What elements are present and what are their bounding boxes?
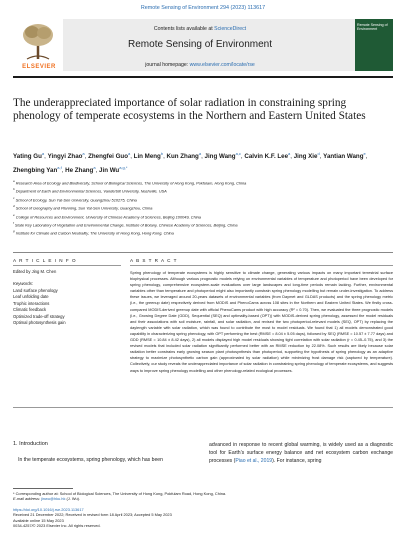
- abstract-rule: [130, 265, 393, 266]
- header-divider: [13, 76, 393, 78]
- author-name[interactable]: Calvin K.F. Lee: [244, 153, 289, 161]
- author-name[interactable]: Lin Meng: [133, 153, 161, 161]
- affiliation-marker: g: [13, 229, 15, 234]
- author-affiliation-marker[interactable]: a: [93, 165, 96, 171]
- keyword-item: Optimal photosynthesis gain: [13, 320, 66, 326]
- journal-citation[interactable]: Remote Sensing of Environment 294 (2023) 113617: [140, 5, 266, 11]
- author-affiliation-marker[interactable]: b: [160, 151, 164, 156]
- author-affiliation-marker[interactable]: a: [41, 151, 45, 156]
- affiliation-marker: b: [13, 187, 15, 192]
- corresponding-author-note: * Corresponding author at: School of Biological Sciences, The University of Hong Kong, Pokfulam Road, Hong Kong, China.: [13, 491, 227, 496]
- keyword-item: Climatic feedback: [13, 307, 47, 313]
- author-name[interactable]: Kun Zhang: [166, 153, 199, 161]
- affiliation-marker: a: [13, 179, 15, 183]
- author-name[interactable]: Zhengfei Guo: [88, 153, 128, 161]
- affiliation-text: School of Geography and Planning, Sun Yat-Sen University, Guangzhou, China: [14, 205, 153, 211]
- affiliation-item: [13, 186, 393, 194]
- author-name[interactable]: Jin Wu: [99, 167, 120, 175]
- journal-title[interactable]: Remote Sensing of Environment: [128, 39, 272, 50]
- doi-link[interactable]: https://doi.org/10.1016/j.rse.2023.113617: [13, 507, 84, 512]
- email-line: [13, 496, 393, 501]
- affiliation-item: [13, 220, 393, 228]
- email-link[interactable]: jinwu@hku.hk: [41, 496, 66, 502]
- author-name[interactable]: Jing Xie: [293, 153, 318, 161]
- author-affiliation-marker[interactable]: a,c: [235, 151, 241, 156]
- affiliation-marker: d: [13, 204, 15, 209]
- affiliation-text: School of Ecology, Sun Yat-Sen University, Guangzhou 510275, China: [14, 197, 137, 203]
- affiliation-text: Department of Earth and Environmental Sciences, Vanderbilt University, Nashville, USA: [14, 188, 167, 194]
- corresponding-footnote: [13, 491, 393, 502]
- contents-line: [75, 26, 325, 32]
- author-affiliation-marker[interactable]: a,f: [57, 165, 62, 171]
- introduction-right-text: advanced in response to recent global warming, is widely used as a diagnostic tool for Earth’s surface energy balance and net ecosystem carbon exchange processes (: [209, 442, 393, 464]
- article-info-rule: [13, 265, 121, 266]
- author-name[interactable]: Yating Gu: [13, 153, 42, 161]
- affiliation-divider: [13, 252, 393, 253]
- affiliation-text: College of Resources and Environment, University of Chinese Academy of Sciences, Beijing 100049, China: [14, 213, 201, 219]
- homepage-prefix: journal homepage:: [145, 62, 189, 68]
- author-list: Yating Gu$^a$, Yingyi Zhao$^a$, Zhengfei Guo$^a$, Lin Meng$^b$, Kun Zhang$^a$, Jing Wang$^{a,c}$, Calvin K.F. Lee$^a$, Jing Xie$^d$, Yantian Wang$^e$, Zhengbing Yan$^{a,f}$, He Zhang$^a$, Jin $Wu^{a,g,*}$: [13, 151, 368, 175]
- publication-history: [13, 507, 393, 529]
- affiliation-marker: e: [13, 212, 15, 217]
- copyright-line: 0034-4257/© 2023 Elsevier Inc. All rights reserved.: [13, 523, 101, 529]
- introduction-left-text: In the temperate ecosystems, spring phenology, which has been: [18, 457, 163, 463]
- keyword-item: Trophic interactions: [13, 300, 50, 306]
- edited-by: Edited by Jing M. Chen: [13, 269, 57, 274]
- affiliation-text: State Key Laboratory of Vegetation and Environmental Change, Institute of Botany, Chinese Academy of Sciences, Beijing, China: [13, 222, 238, 228]
- author-affiliation-marker[interactable]: a,g,*: [119, 165, 128, 171]
- email-label: E-mail address:: [13, 496, 41, 502]
- homepage-link[interactable]: www.elsevier.com/locate/rse: [189, 62, 255, 68]
- affiliation-list: [13, 178, 393, 237]
- keyword-item: Land surface phenology: [13, 288, 58, 293]
- email-suffix: (J. Wu).: [66, 496, 81, 502]
- cover-title: Remote Sensing of Environment: [357, 23, 388, 32]
- affiliation-text: Institute for Climate and Carbon Neutrality, The University of Hong Kong, Hong Kong, China: [14, 230, 174, 236]
- author-name[interactable]: Jing Wang: [204, 153, 236, 161]
- abstract-body: Spring phenology of temperate ecosystems is highly sensitive to climate change, generating various impacts on many important terrestrial surface biophysical processes. Although various prognostic models relying on environmental variables of temperature and photoperiod have been developed for spring phenology, comprehensive ecosystem-scale evaluations over large landscapes and long-time periods remain lacking. Further, environmental variables other than temperature and photoperiod might also importantly constrain spring phenology modelling but remain under-investigation. To address these issues, we leveraged around 20-years datasets of environmental variables (from Daymet and GLDAS products) and the spring phenology metric (i.e., the greenup date) respectively derived from MODIS and PhenoCams across 108 sites in the Northern and Eastern United States. We firstly cross-compared MODIS-derived greenup date with official PhenoCams product with high accuracy (R² = 0.70). Then, we evaluated the three prognostic models (i.e., Growing Degree Date (GDD), Sequential (SEQ) and optimality-based (OPT)) with MODIS-derived spring phenology, assessed the model residuals and their associations with soil moisture, rainfall, and solar radiation, and revised the two photoperiod-relevant models (SEQ, OPT) by replacing the daylength variable with solar radiation, which was found to contribute the most to model residuals. We found that 1) all models demonstrated good capability in characterizing spring phenology, with OPT performing the best (RMSE = 8.04 ± 5.05 days), followed by SEQ (RMSE = 10.57 ± 7.77 days) and GDD (RMSE = 10.84 ± 8.42 days), 2) all models displayed high model residuals showing tight correlation with solar radiation (r = 0.45–0.75), and 3) the revised models that included solar radiation significantly performed better with an RMSE reduction by 22.08%. Such results are likely because solar radiation better constrains early growing season plant photosynthesis than photoperiod, supporting the hypothesis of spring phenology as an adaptive strategy to maximize photosynthetic carbon gain (approximated by solar radiation) while minimizing frost damage risk (captured by temperature). Collectively, our study reveals the underappreciated importance of solar radiation in constraining spring phenology of temperate ecosystems, and suggests ways to improve spring phenology modelling and other phenology-related ecological processes.: [130, 271, 393, 373]
- keyword-item: Optimized trade-off strategy: [13, 313, 65, 319]
- elsevier-tree-icon: [13, 19, 63, 63]
- affiliation-item: [13, 228, 393, 236]
- keyword-list: [13, 288, 121, 326]
- article-info-heading: A R T I C L E I N F O: [13, 258, 77, 263]
- footnote-rule: [13, 488, 73, 489]
- introduction-right-tail: ). For instance, spring: [272, 458, 322, 464]
- affiliation-item: [13, 203, 393, 211]
- author-affiliation-marker[interactable]: a: [82, 151, 85, 156]
- author-name[interactable]: Yantian Wang: [323, 153, 364, 161]
- author-affiliation-marker[interactable]: a: [198, 151, 202, 156]
- homepage-line: [75, 62, 325, 68]
- article-title: The underappreciated importance of solar radiation in constraining spring phenology of temperate ecosystems in the Northern and Eastern United States: [13, 97, 366, 123]
- available-online: Available online 15 May 2023: [13, 517, 64, 523]
- affiliation-item: [13, 178, 393, 186]
- contents-prefix: Contents lists available at: [153, 26, 213, 32]
- affiliation-marker: c: [13, 195, 15, 200]
- author-name[interactable]: Zhengbing Yan: [13, 167, 58, 175]
- received-dates: Received 21 December 2022; Received in revised form 18 April 2023; Accepted 5 May 2023: [13, 512, 172, 518]
- affiliation-item: [13, 212, 393, 220]
- abstract-heading: A B S T R A C T: [130, 258, 178, 263]
- introduction-paragraph-left: [13, 456, 193, 464]
- affiliation-text: Research Area of Ecology and Biodiversity, School of Biological Sciences, The University of Hong Kong, Pokfulam, Hong Kong, China: [14, 180, 247, 186]
- author-affiliation-marker[interactable]: a: [127, 151, 131, 156]
- affiliation-marker: f: [13, 220, 14, 225]
- author-name[interactable]: Yingyi Zhao: [47, 153, 83, 161]
- publisher-wordmark: ELSEVIER: [22, 64, 56, 70]
- citation-link-piao[interactable]: Piao et al., 2019: [235, 458, 273, 464]
- author-name[interactable]: He Zhang: [65, 167, 94, 175]
- keyword-item: Leaf unfolding date: [13, 294, 49, 300]
- abstract-bottom-rule: [13, 407, 393, 408]
- author-affiliation-marker[interactable]: d: [317, 151, 320, 156]
- introduction-heading: 1. Introduction: [13, 441, 48, 447]
- author-affiliation-marker[interactable]: a: [288, 151, 291, 156]
- sciencedirect-link[interactable]: ScienceDirect: [214, 26, 247, 32]
- introduction-paragraph-right: [209, 441, 393, 465]
- keywords-label: Keywords:: [13, 281, 34, 286]
- affiliation-item: [13, 195, 393, 203]
- author-affiliation-marker[interactable]: e: [363, 151, 366, 156]
